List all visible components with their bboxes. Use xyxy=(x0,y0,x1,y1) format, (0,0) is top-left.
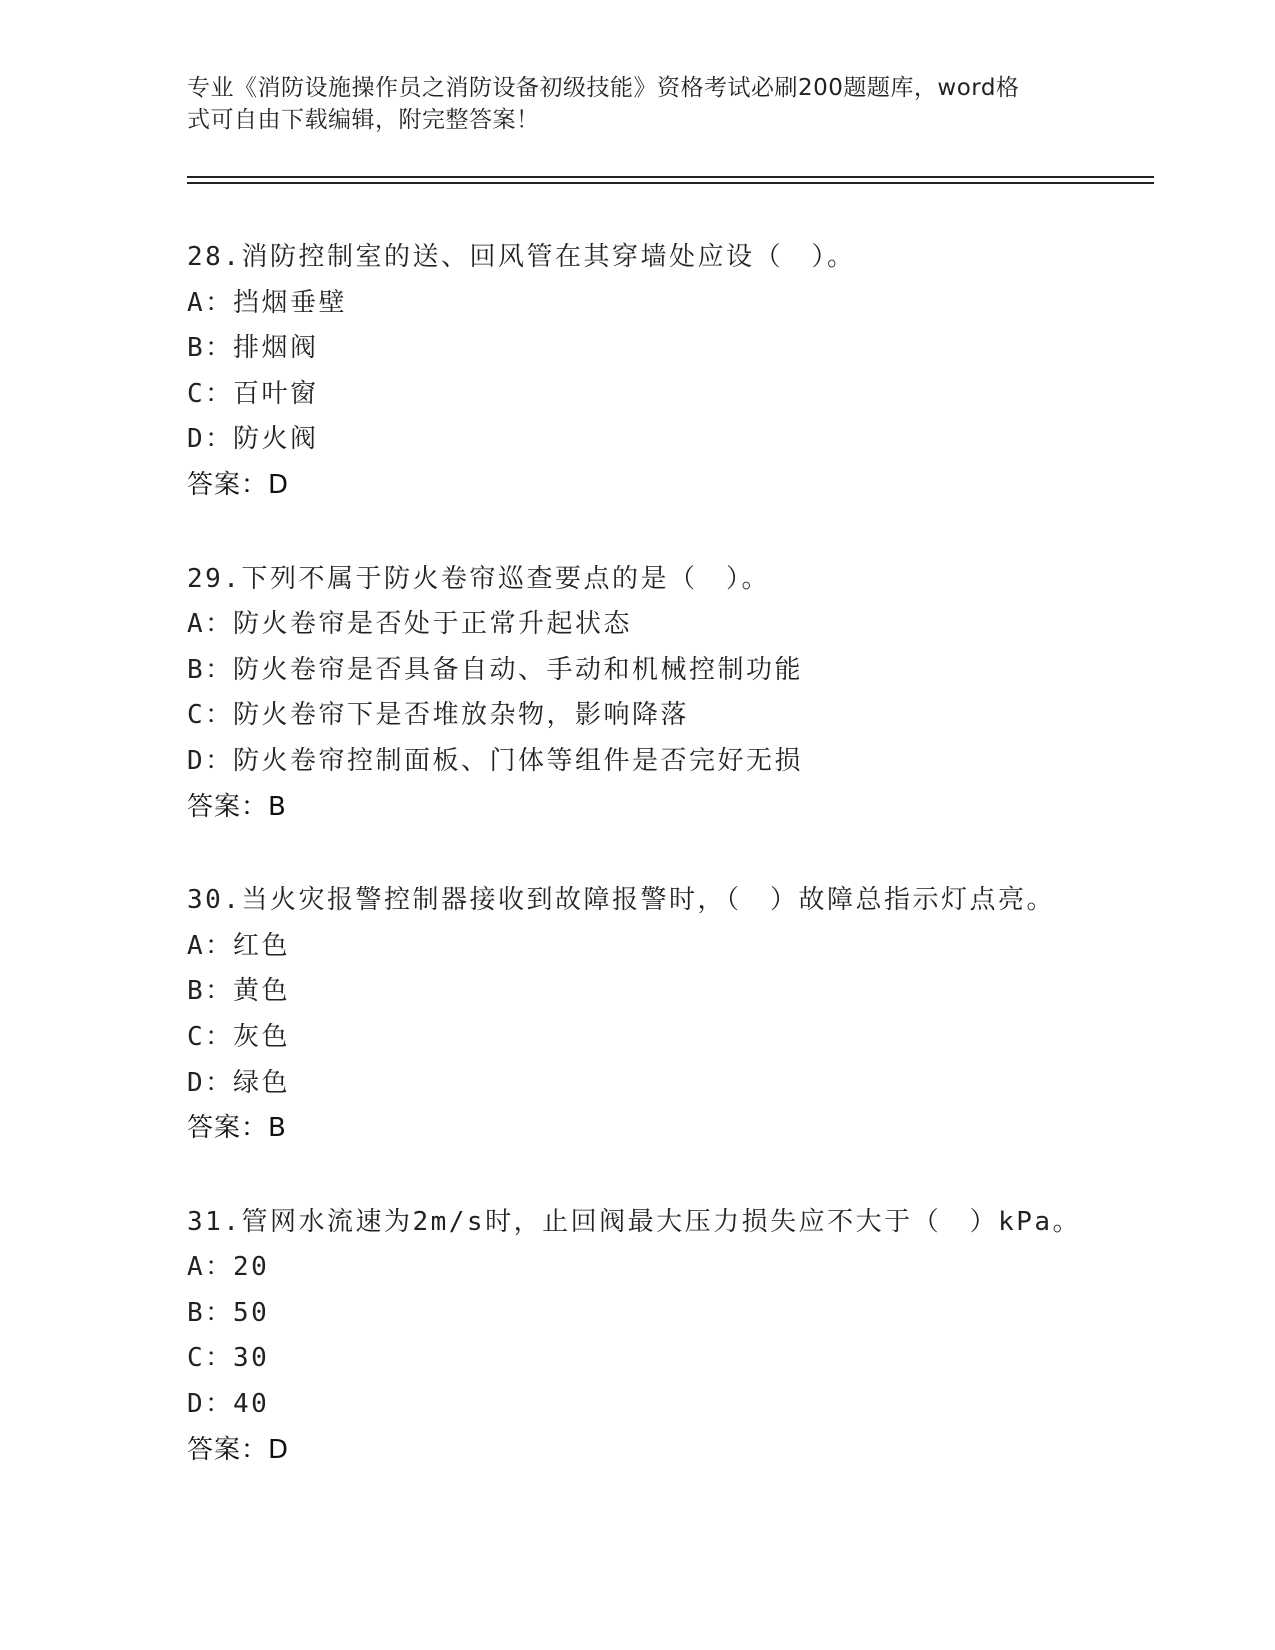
option-b xyxy=(187,326,1187,372)
option-text: 30 xyxy=(233,1343,270,1374)
option-text: 百叶窗 xyxy=(233,378,319,409)
option-a xyxy=(187,602,1187,648)
option-label: D： xyxy=(187,424,234,455)
option-label: D： xyxy=(187,1389,234,1420)
option-label: A： xyxy=(187,609,234,640)
option-label: B： xyxy=(187,333,234,364)
option-d xyxy=(187,417,1187,463)
answer: 答案：D xyxy=(187,469,290,500)
answer: 答案：D xyxy=(187,1434,290,1465)
option-text: 灰色 xyxy=(233,1021,291,1052)
option-text: 排烟阀 xyxy=(233,333,319,364)
option-text: 防火卷帘下是否堆放杂物，影响降落 xyxy=(233,700,690,731)
question-stem: 31.管网水流速为2m/s时，止回阀最大压力损失应不大于（ ）kPa。 xyxy=(187,1206,1082,1237)
header-divider-top xyxy=(187,176,1154,178)
option-text: 挡烟垂壁 xyxy=(233,287,348,318)
option-label: C： xyxy=(187,700,234,731)
option-label: C： xyxy=(187,1021,234,1052)
question-stem: 29.下列不属于防火卷帘巡查要点的是（ ）。 xyxy=(187,563,770,594)
option-text: 50 xyxy=(233,1297,270,1328)
option-text: 红色 xyxy=(233,930,291,961)
header-line-1: 专业《消防设施操作员之消防设备初级技能》资格考试必刷200题题库，word格 xyxy=(187,75,1020,101)
option-label: B： xyxy=(187,976,234,1007)
document-header xyxy=(187,72,1067,136)
option-text: 防火卷帘是否处于正常升起状态 xyxy=(233,609,633,640)
question-stem: 30.当火灾报警控制器接收到故障报警时，（ ）故障总指示灯点亮。 xyxy=(187,885,1055,916)
option-text: 40 xyxy=(233,1389,270,1420)
question-stem: 28.消防控制室的送、回风管在其穿墙处应设（ ）。 xyxy=(187,242,856,272)
option-label: C： xyxy=(187,378,234,409)
option-label: B： xyxy=(187,1297,234,1328)
option-label: C： xyxy=(187,1343,234,1374)
option-c xyxy=(187,372,1187,418)
option-label: A： xyxy=(187,287,234,318)
option-d xyxy=(187,739,1187,785)
option-text: 20 xyxy=(233,1252,270,1283)
question-28 xyxy=(187,235,1187,509)
option-text: 防火卷帘控制面板、门体等组件是否完好无损 xyxy=(233,745,804,776)
header-line-2: 式可自由下载编辑，附完整答案！ xyxy=(187,107,540,133)
option-a xyxy=(187,924,1187,970)
option-b xyxy=(187,1291,1187,1337)
question-29 xyxy=(187,557,1187,831)
header-divider-bottom xyxy=(187,182,1154,184)
option-label: D： xyxy=(187,1067,234,1098)
question-list xyxy=(187,235,1187,1521)
option-b xyxy=(187,648,1187,694)
answer: 答案：B xyxy=(187,1113,287,1144)
option-d xyxy=(187,1061,1187,1107)
question-31 xyxy=(187,1200,1187,1474)
option-a xyxy=(187,281,1187,327)
option-label: D： xyxy=(187,745,234,776)
question-30 xyxy=(187,878,1187,1152)
option-d xyxy=(187,1382,1187,1428)
option-text: 黄色 xyxy=(233,976,291,1007)
option-text: 防火卷帘是否具备自动、手动和机械控制功能 xyxy=(233,654,804,685)
option-label: B： xyxy=(187,654,234,685)
option-label: A： xyxy=(187,1252,234,1283)
option-b xyxy=(187,969,1187,1015)
option-a xyxy=(187,1245,1187,1291)
option-c xyxy=(187,1015,1187,1061)
option-text: 绿色 xyxy=(233,1067,291,1098)
option-label: A： xyxy=(187,930,234,961)
option-c xyxy=(187,1336,1187,1382)
answer: 答案：B xyxy=(187,791,287,822)
option-c xyxy=(187,693,1187,739)
option-text: 防火阀 xyxy=(233,424,319,455)
